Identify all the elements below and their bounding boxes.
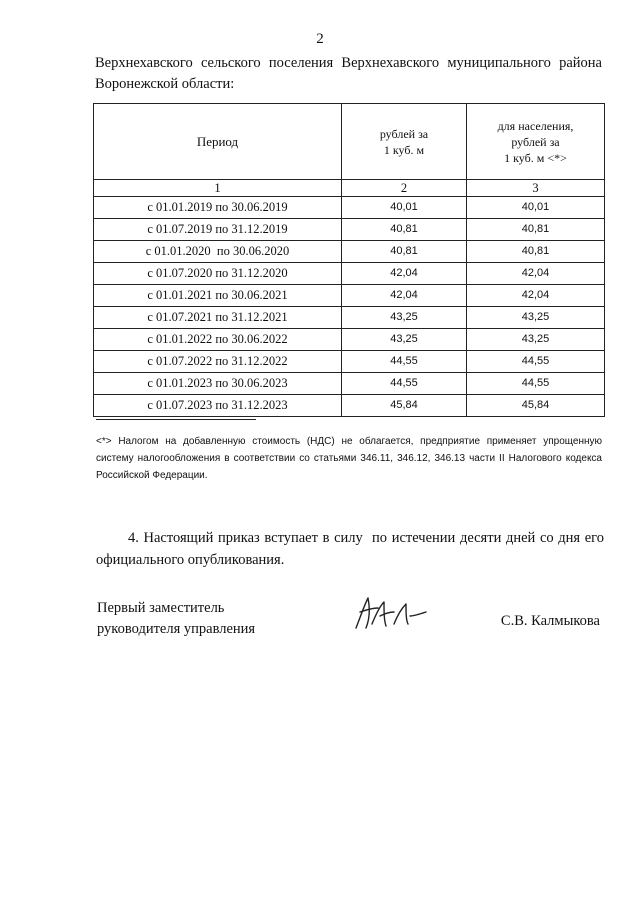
- header-rub-line1: рублей за: [379, 126, 429, 141]
- intro-text: Верхнехавского сельского поселения Верхнехавского муниципального района Воронежской области:: [95, 55, 602, 92]
- period-cell: с 01.07.2019 по 31.12.2019: [94, 219, 342, 241]
- table-row: [94, 373, 605, 395]
- population-cell: 45,84: [467, 395, 605, 417]
- page-number: 2: [316, 31, 324, 47]
- signatory-name: С.В. Калмыкова: [500, 613, 600, 629]
- table-row: [94, 285, 605, 307]
- population-cell: 42,04: [467, 263, 605, 285]
- rub-cell: 44,55: [342, 373, 467, 395]
- rub-cell: 42,04: [342, 263, 467, 285]
- header-rub: [342, 104, 467, 180]
- table-row: [94, 263, 605, 285]
- population-cell: 42,04: [467, 285, 605, 307]
- table-row: [94, 329, 605, 351]
- rub-cell: 40,81: [342, 219, 467, 241]
- column-number: 1: [94, 180, 342, 197]
- table-row: [94, 197, 605, 219]
- period-cell: с 01.07.2023 по 31.12.2023: [94, 395, 342, 417]
- population-cell: 44,55: [467, 351, 605, 373]
- header-pop-line1: для населения,: [497, 118, 574, 133]
- table-header-row: [94, 104, 605, 180]
- header-rub-line2: 1 куб. м: [383, 142, 425, 157]
- column-number: 2: [342, 180, 467, 197]
- table-row: [94, 219, 605, 241]
- table-row: [94, 351, 605, 373]
- period-cell: с 01.07.2020 по 31.12.2020: [94, 263, 342, 285]
- rub-cell: 42,04: [342, 285, 467, 307]
- header-period: Период: [94, 104, 342, 180]
- population-cell: 43,25: [467, 307, 605, 329]
- period-cell: с 01.07.2021 по 31.12.2021: [94, 307, 342, 329]
- signatory-title-line1: Первый заместитель: [97, 600, 225, 616]
- table-row: [94, 307, 605, 329]
- population-cell: 43,25: [467, 329, 605, 351]
- column-number: 3: [467, 180, 605, 197]
- column-number-row: [94, 180, 605, 197]
- population-cell: 40,81: [467, 241, 605, 263]
- tariff-table: [93, 103, 605, 417]
- rub-cell: 40,01: [342, 197, 467, 219]
- clause-4: 4. Настоящий приказ вступает в силу по истечении десяти дней со дня его официального опубликования.: [96, 530, 608, 568]
- rub-cell: 40,81: [342, 241, 467, 263]
- period-cell: с 01.07.2022 по 31.12.2022: [94, 351, 342, 373]
- period-cell: с 01.01.2023 по 30.06.2023: [94, 373, 342, 395]
- rub-cell: 43,25: [342, 329, 467, 351]
- header-pop-line2: рублей за: [511, 134, 560, 149]
- header-pop-line3: 1 куб. м <*>: [504, 150, 567, 165]
- period-cell: с 01.01.2020 по 30.06.2020: [94, 241, 342, 263]
- footnote-divider: [96, 419, 256, 420]
- period-cell: с 01.01.2019 по 30.06.2019: [94, 197, 342, 219]
- handwritten-signature: [350, 594, 430, 636]
- signatory-title-line2: руководителя управления: [97, 621, 256, 637]
- population-cell: 44,55: [467, 373, 605, 395]
- table-row: [94, 395, 605, 417]
- table-row: [94, 241, 605, 263]
- period-cell: с 01.01.2021 по 30.06.2021: [94, 285, 342, 307]
- population-cell: 40,01: [467, 197, 605, 219]
- rub-cell: 45,84: [342, 395, 467, 417]
- rub-cell: 43,25: [342, 307, 467, 329]
- population-cell: 40,81: [467, 219, 605, 241]
- footnote: <*> Налогом на добавленную стоимость (НДС) не облагается, предприятие применяет упрощенную систему налогообложения в соответствии со статьями 346.11, 346.12, 346.13 части II Налогового кодекса Российской Федерации.: [96, 436, 602, 481]
- signatory-title: [97, 598, 255, 640]
- period-cell: с 01.01.2022 по 30.06.2022: [94, 329, 342, 351]
- rub-cell: 44,55: [342, 351, 467, 373]
- header-population: [467, 104, 605, 180]
